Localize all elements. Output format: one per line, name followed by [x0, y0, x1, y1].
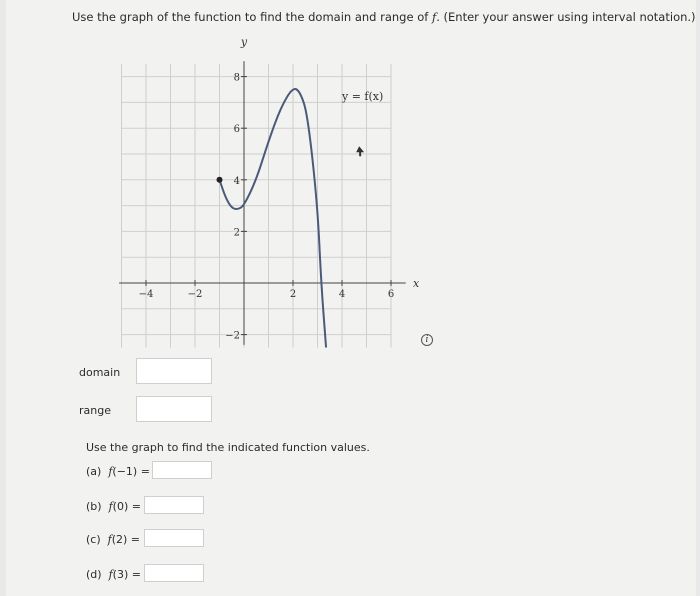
y-tick-label: 8 — [233, 72, 240, 84]
y-tick-label: 2 — [233, 227, 240, 239]
x-tick-label: 6 — [387, 289, 395, 300]
x-tick-label: −2 — [187, 289, 203, 300]
x-tick-label: 2 — [289, 289, 297, 300]
y-tick-label: 6 — [233, 124, 240, 136]
function-value-d-input[interactable] — [144, 564, 204, 582]
function-value-c-input[interactable] — [144, 529, 204, 547]
domain-label: domain — [79, 366, 121, 379]
function-value-b-label: (b) f(0) = — [86, 500, 141, 513]
cursor-icon — [356, 146, 364, 156]
range-input[interactable] — [136, 396, 212, 422]
values-prompt: Use the graph to find the indicated function values. — [86, 441, 370, 454]
function-value-c-label: (c) f(2) = — [86, 533, 141, 546]
x-tick-label: 4 — [338, 289, 346, 300]
start-point — [217, 177, 223, 183]
y-tick-label: −2 — [225, 330, 240, 342]
domain-input[interactable] — [136, 358, 212, 384]
question-page — [6, 0, 696, 596]
function-value-d-label: (d) f(3) = — [86, 568, 141, 581]
function-label: y = f(x) — [342, 89, 384, 103]
y-tick-label: 4 — [233, 175, 240, 187]
range-label: range — [79, 404, 111, 417]
function-value-a-input[interactable] — [152, 461, 212, 479]
info-icon[interactable]: i — [421, 334, 433, 346]
question-text: Use the graph of the function to find the domain and range of f. (Enter your answer using interval notation.) — [72, 10, 696, 24]
x-tick-label: −4 — [138, 289, 154, 300]
x-axis-label: x — [413, 277, 420, 290]
function-value-a-label: (a) f(−1) = — [86, 465, 150, 478]
y-axis-label: y — [240, 35, 248, 49]
function-value-b-input[interactable] — [144, 496, 204, 514]
